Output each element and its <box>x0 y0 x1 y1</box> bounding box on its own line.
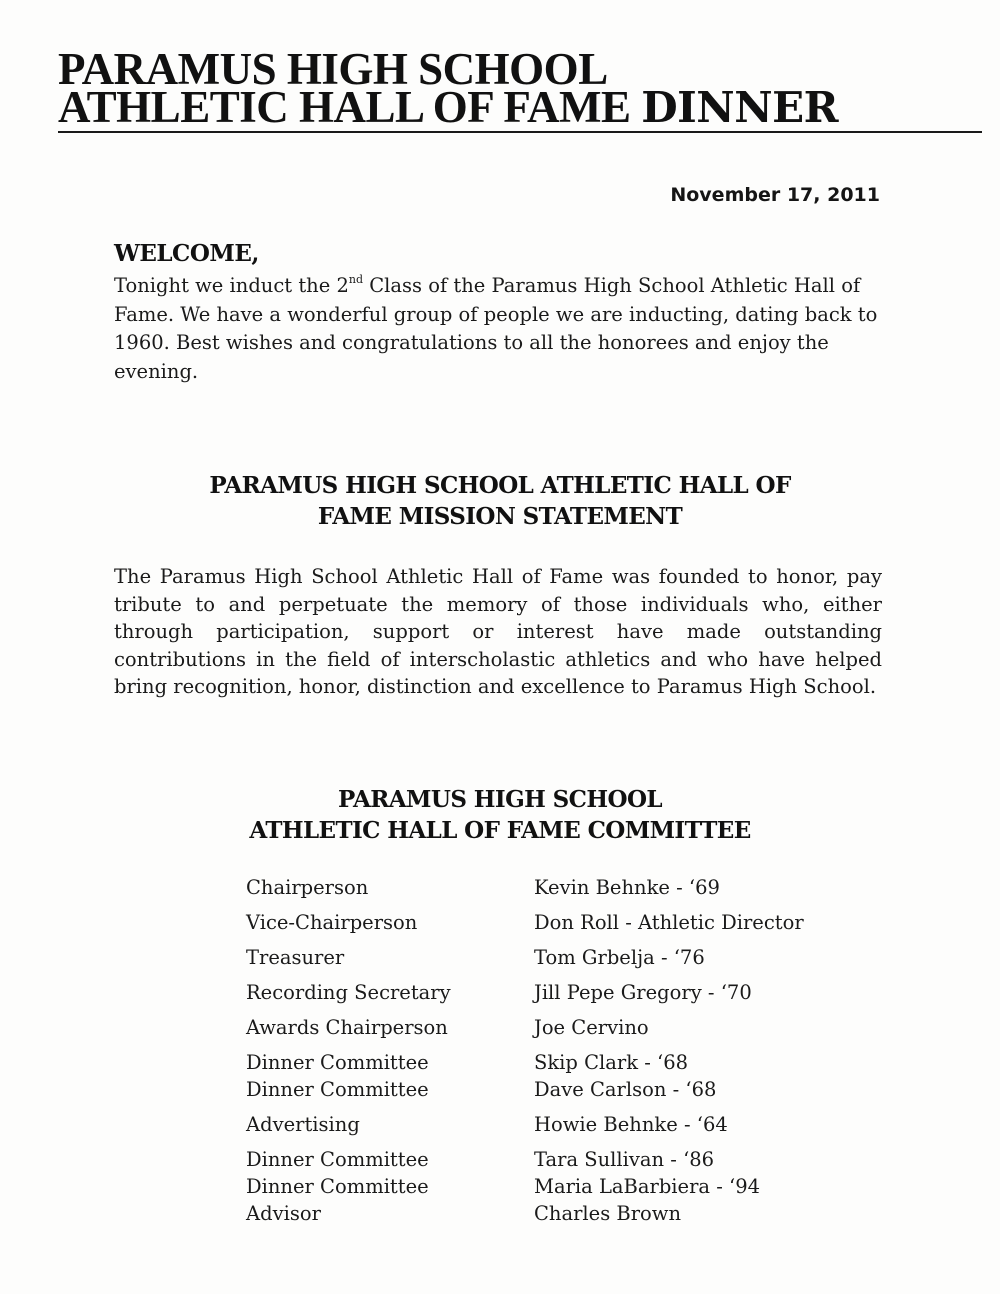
committee-role: Dinner Committee <box>246 1148 429 1171</box>
committee-role: Dinner Committee <box>246 1078 429 1101</box>
committee-heading-line-2: ATHLETIC HALL OF FAME COMMITTEE <box>249 817 751 844</box>
committee-role: Chairperson <box>246 876 369 899</box>
committee-row <box>246 1200 886 1227</box>
page-header <box>58 44 982 133</box>
committee-row <box>246 1146 886 1173</box>
committee-role: Recording Secretary <box>246 981 451 1004</box>
committee-row <box>246 979 886 1006</box>
committee-row <box>246 874 886 901</box>
ordinal-suffix: nd <box>348 273 364 286</box>
mission-heading-line-1: PARAMUS HIGH SCHOOL ATHLETIC HALL OF <box>209 472 791 499</box>
committee-list <box>246 874 886 1227</box>
committee-member: Don Roll - Athletic Director <box>534 911 804 934</box>
committee-heading <box>100 784 900 846</box>
header-title-line-2-main: ATHLETIC HALL OF FAME <box>58 82 642 132</box>
committee-heading-line-1: PARAMUS HIGH SCHOOL <box>338 786 662 813</box>
welcome-heading: WELCOME, <box>114 240 259 267</box>
committee-member: Charles Brown <box>534 1202 682 1225</box>
committee-member: Joe Cervino <box>534 1016 649 1039</box>
committee-role: Awards Chairperson <box>246 1016 448 1039</box>
committee-role: Treasurer <box>246 946 345 969</box>
event-date: November 17, 2011 <box>670 184 880 206</box>
committee-member: Jill Pepe Gregory - ‘70 <box>534 981 752 1004</box>
welcome-text-start: Tonight we induct the 2 <box>114 274 349 297</box>
committee-role: Dinner Committee <box>246 1175 429 1198</box>
committee-member: Tom Grbelja - ‘76 <box>534 946 705 969</box>
committee-member: Maria LaBarbiera - ‘94 <box>534 1175 761 1198</box>
header-title-line-2-emphasis: DINNER <box>641 83 839 132</box>
committee-row <box>246 1049 886 1076</box>
mission-heading-line-2: FAME MISSION STATEMENT <box>317 503 683 530</box>
header-title-line-2 <box>58 82 982 132</box>
welcome-paragraph <box>114 272 894 386</box>
header-title-line-1: PARAMUS HIGH SCHOOL <box>58 44 608 94</box>
committee-member: Howie Behnke - ‘64 <box>534 1113 728 1136</box>
committee-role: Vice-Chairperson <box>246 911 418 934</box>
mission-heading <box>100 470 900 532</box>
committee-member: Kevin Behnke - ‘69 <box>534 876 720 899</box>
committee-row <box>246 1076 886 1103</box>
committee-row <box>246 1111 886 1138</box>
committee-row <box>246 909 886 936</box>
committee-role: Advisor <box>246 1202 321 1225</box>
committee-row <box>246 1173 886 1200</box>
committee-role: Dinner Committee <box>246 1051 429 1074</box>
committee-row <box>246 1014 886 1041</box>
committee-row <box>246 944 886 971</box>
committee-member: Dave Carlson - ‘68 <box>534 1078 717 1101</box>
committee-role: Advertising <box>246 1113 360 1136</box>
committee-member: Skip Clark - ‘68 <box>534 1051 689 1074</box>
committee-member: Tara Sullivan - ‘86 <box>534 1148 715 1171</box>
welcome-text-rest: Class of the Paramus High School Athletic Hall of Fame. We have a wonderful group of people we are inducting, dating back to 1960. Best wishes and congratulations to all the honorees and enjoy the evening. <box>114 274 878 383</box>
mission-statement: The Paramus High School Athletic Hall of Fame was founded to honor, pay tribute to and perpetuate the memory of those individuals who, either through participation, support or interest have made outstanding contributions in the field of interscholastic athletics and who have helped bring recognition, honor, distinction and excellence to Paramus High School. <box>114 565 882 698</box>
